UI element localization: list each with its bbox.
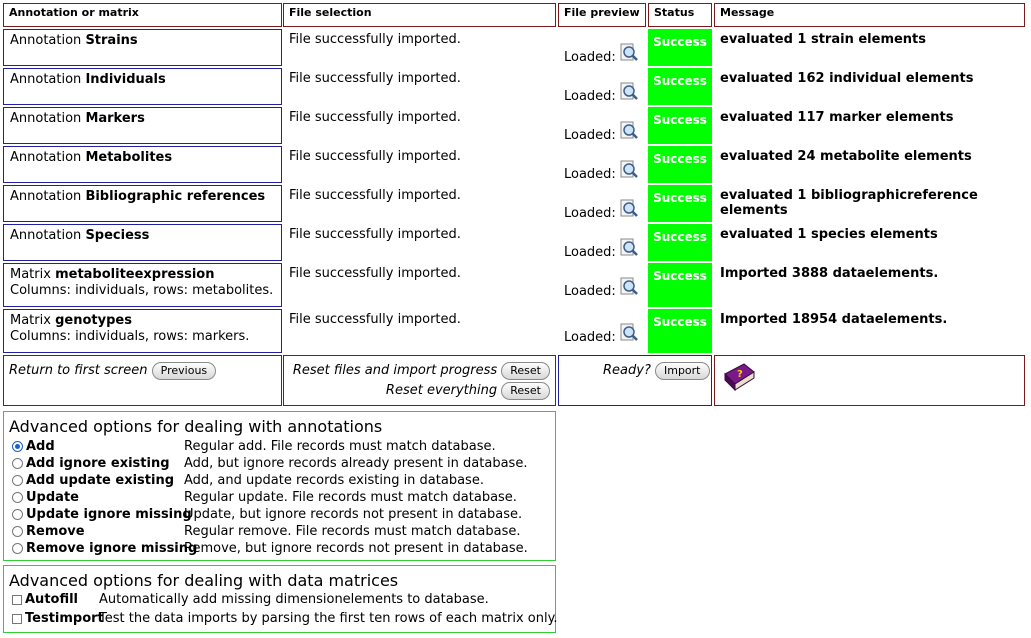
option-label: Update — [26, 490, 79, 505]
magnifier-document-icon[interactable] — [619, 323, 639, 343]
message-text: evaluated 1 species elements — [720, 227, 938, 242]
reset-panel — [283, 355, 556, 406]
magnifier-document-icon[interactable] — [619, 277, 639, 297]
option-add-update-existing[interactable] — [12, 472, 484, 489]
message-text: evaluated 1 strain elements — [720, 32, 927, 47]
radio-add-update-existing[interactable] — [12, 475, 23, 486]
file-status: File successfully imported. — [289, 149, 461, 164]
return-panel — [3, 355, 282, 406]
header-annotation: Annotation or matrix — [3, 3, 282, 27]
radio-remove-ignore-missing[interactable] — [12, 543, 23, 554]
table-row-annotation — [3, 107, 282, 144]
loaded-label: Loaded: — [564, 330, 616, 345]
file-preview-cell — [558, 146, 646, 183]
option-update[interactable] — [12, 489, 517, 506]
loaded-label: Loaded: — [564, 89, 616, 104]
option-label: Remove — [26, 524, 85, 539]
reset-files-button[interactable]: Reset — [501, 362, 550, 380]
row-name: Speciess — [85, 228, 150, 243]
loaded-label: Loaded: — [564, 167, 616, 182]
file-preview-cell — [558, 29, 646, 66]
message-text: evaluated 24 metabolite elements — [720, 149, 972, 164]
status-badge: Success — [648, 309, 712, 353]
row-name: metaboliteexpression — [55, 267, 215, 282]
radio-update[interactable] — [12, 492, 23, 503]
table-row-annotation — [3, 29, 282, 66]
table-row-annotation — [3, 68, 282, 105]
row-name: genotypes — [55, 313, 132, 328]
header-status: Status — [648, 3, 712, 27]
loaded-label: Loaded: — [564, 284, 616, 299]
message-text: evaluated 162 individual elements — [720, 71, 974, 86]
option-description: Remove, but ignore records not present in database. — [184, 541, 528, 556]
row-name: Metabolites — [85, 150, 173, 165]
checkbox-testimport[interactable] — [12, 614, 22, 624]
magnifier-document-icon[interactable] — [619, 238, 639, 258]
row-kind: Annotation — [10, 72, 82, 87]
file-status: File successfully imported. — [289, 312, 461, 327]
option-label: Add ignore existing — [26, 456, 170, 471]
row-name: Strains — [85, 33, 138, 48]
file-preview-cell — [558, 309, 646, 353]
radio-update-ignore-missing[interactable] — [12, 509, 23, 520]
option-testimport[interactable] — [12, 610, 558, 627]
radio-add[interactable] — [12, 441, 23, 452]
file-status: File successfully imported. — [289, 110, 461, 125]
message-text: evaluated 1 bibliographicreference elements — [720, 188, 978, 218]
loaded-label: Loaded: — [564, 245, 616, 260]
loaded-label: Loaded: — [564, 128, 616, 143]
row-kind: Annotation — [10, 111, 82, 126]
option-update-ignore-missing[interactable] — [12, 506, 522, 523]
help-book-icon[interactable] — [722, 362, 756, 392]
status-badge: Success — [648, 29, 712, 66]
file-status: File successfully imported. — [289, 227, 461, 242]
option-description: Automatically add missing dimensionelements to database. — [99, 592, 489, 607]
row-subtext: Columns: individuals, rows: markers. — [10, 329, 250, 344]
option-description: Regular remove. File records must match database. — [184, 524, 521, 539]
help-panel — [714, 355, 1025, 406]
status-badge: Success — [648, 68, 712, 105]
matrix-options-panel — [3, 565, 556, 633]
option-add-ignore-existing[interactable] — [12, 455, 527, 472]
option-label: Autofill — [25, 592, 79, 607]
file-status: File successfully imported. — [289, 71, 461, 86]
message-text: Imported 3888 dataelements. — [720, 266, 939, 281]
loaded-label: Loaded: — [564, 50, 616, 65]
status-badge: Success — [648, 224, 712, 261]
option-description: Update, but ignore records not present in database. — [184, 507, 523, 522]
file-preview-cell — [558, 185, 646, 222]
option-remove-ignore-missing[interactable] — [12, 540, 528, 557]
radio-add-ignore-existing[interactable] — [12, 458, 23, 469]
radio-remove[interactable] — [12, 526, 23, 537]
magnifier-document-icon[interactable] — [619, 160, 639, 180]
option-description: Add, but ignore records already present in database. — [184, 456, 528, 471]
row-kind: Annotation — [10, 150, 82, 165]
reset-everything-button[interactable]: Reset — [501, 382, 550, 400]
table-row-matrix — [3, 309, 282, 353]
option-autofill[interactable] — [12, 591, 489, 608]
option-label: Testimport — [25, 611, 104, 626]
magnifier-document-icon[interactable] — [619, 199, 639, 219]
checkbox-autofill[interactable] — [12, 595, 22, 605]
magnifier-document-icon[interactable] — [619, 82, 639, 102]
file-preview-cell — [558, 224, 646, 261]
option-add[interactable] — [12, 438, 496, 455]
loaded-label: Loaded: — [564, 206, 616, 221]
option-label: Remove ignore missing — [26, 541, 198, 556]
svg-text:?: ? — [737, 369, 743, 380]
row-kind: Annotation — [10, 33, 82, 48]
previous-button[interactable]: Previous — [152, 362, 217, 380]
annotation-options-title: Advanced options for dealing with annotations — [9, 417, 383, 436]
file-status: File successfully imported. — [289, 188, 461, 203]
row-kind: Annotation — [10, 228, 82, 243]
status-badge: Success — [648, 185, 712, 222]
option-description: Test the data imports by parsing the first ten rows of each matrix only. — [99, 611, 558, 626]
import-panel — [558, 355, 712, 406]
header-message: Message — [714, 3, 1025, 27]
status-badge: Success — [648, 146, 712, 183]
header-file-preview: File preview — [558, 3, 646, 27]
option-label: Update ignore missing — [26, 507, 192, 522]
magnifier-document-icon[interactable] — [619, 43, 639, 63]
row-kind: Matrix — [10, 267, 51, 282]
file-preview-cell — [558, 68, 646, 105]
row-subtext: Columns: individuals, rows: metabolites. — [10, 283, 274, 298]
header-file-selection: File selection — [283, 3, 556, 27]
table-row-annotation — [3, 185, 282, 222]
table-row-matrix — [3, 263, 282, 307]
file-status: File successfully imported. — [289, 266, 461, 281]
row-name: Markers — [85, 111, 145, 126]
return-text: Return to first screen — [9, 363, 148, 378]
option-label: Add update existing — [26, 473, 175, 488]
option-description: Regular add. File records must match database. — [184, 439, 496, 454]
option-description: Regular update. File records must match database. — [184, 490, 517, 505]
reset-everything-text: Reset everything — [385, 383, 498, 398]
file-preview-cell — [558, 263, 646, 307]
matrix-options-title: Advanced options for dealing with data matrices — [9, 571, 399, 590]
row-name: Bibliographic references — [85, 189, 266, 204]
row-kind: Matrix — [10, 313, 51, 328]
row-name: Individuals — [85, 72, 166, 87]
message-text: Imported 18954 dataelements. — [720, 312, 948, 327]
row-kind: Annotation — [10, 189, 82, 204]
status-badge: Success — [648, 107, 712, 144]
status-badge: Success — [648, 263, 712, 307]
annotation-options-panel — [3, 411, 556, 561]
magnifier-document-icon[interactable] — [619, 121, 639, 141]
import-button[interactable]: Import — [655, 362, 710, 380]
message-text: evaluated 117 marker elements — [720, 110, 954, 125]
option-remove[interactable] — [12, 523, 521, 540]
file-preview-cell — [558, 107, 646, 144]
table-row-annotation — [3, 224, 282, 261]
option-label: Add — [26, 439, 55, 454]
reset-files-text: Reset files and import progress — [292, 363, 498, 378]
option-description: Add, and update records existing in database. — [184, 473, 484, 488]
file-status: File successfully imported. — [289, 32, 461, 47]
table-row-annotation — [3, 146, 282, 183]
ready-text: Ready? — [603, 363, 651, 378]
